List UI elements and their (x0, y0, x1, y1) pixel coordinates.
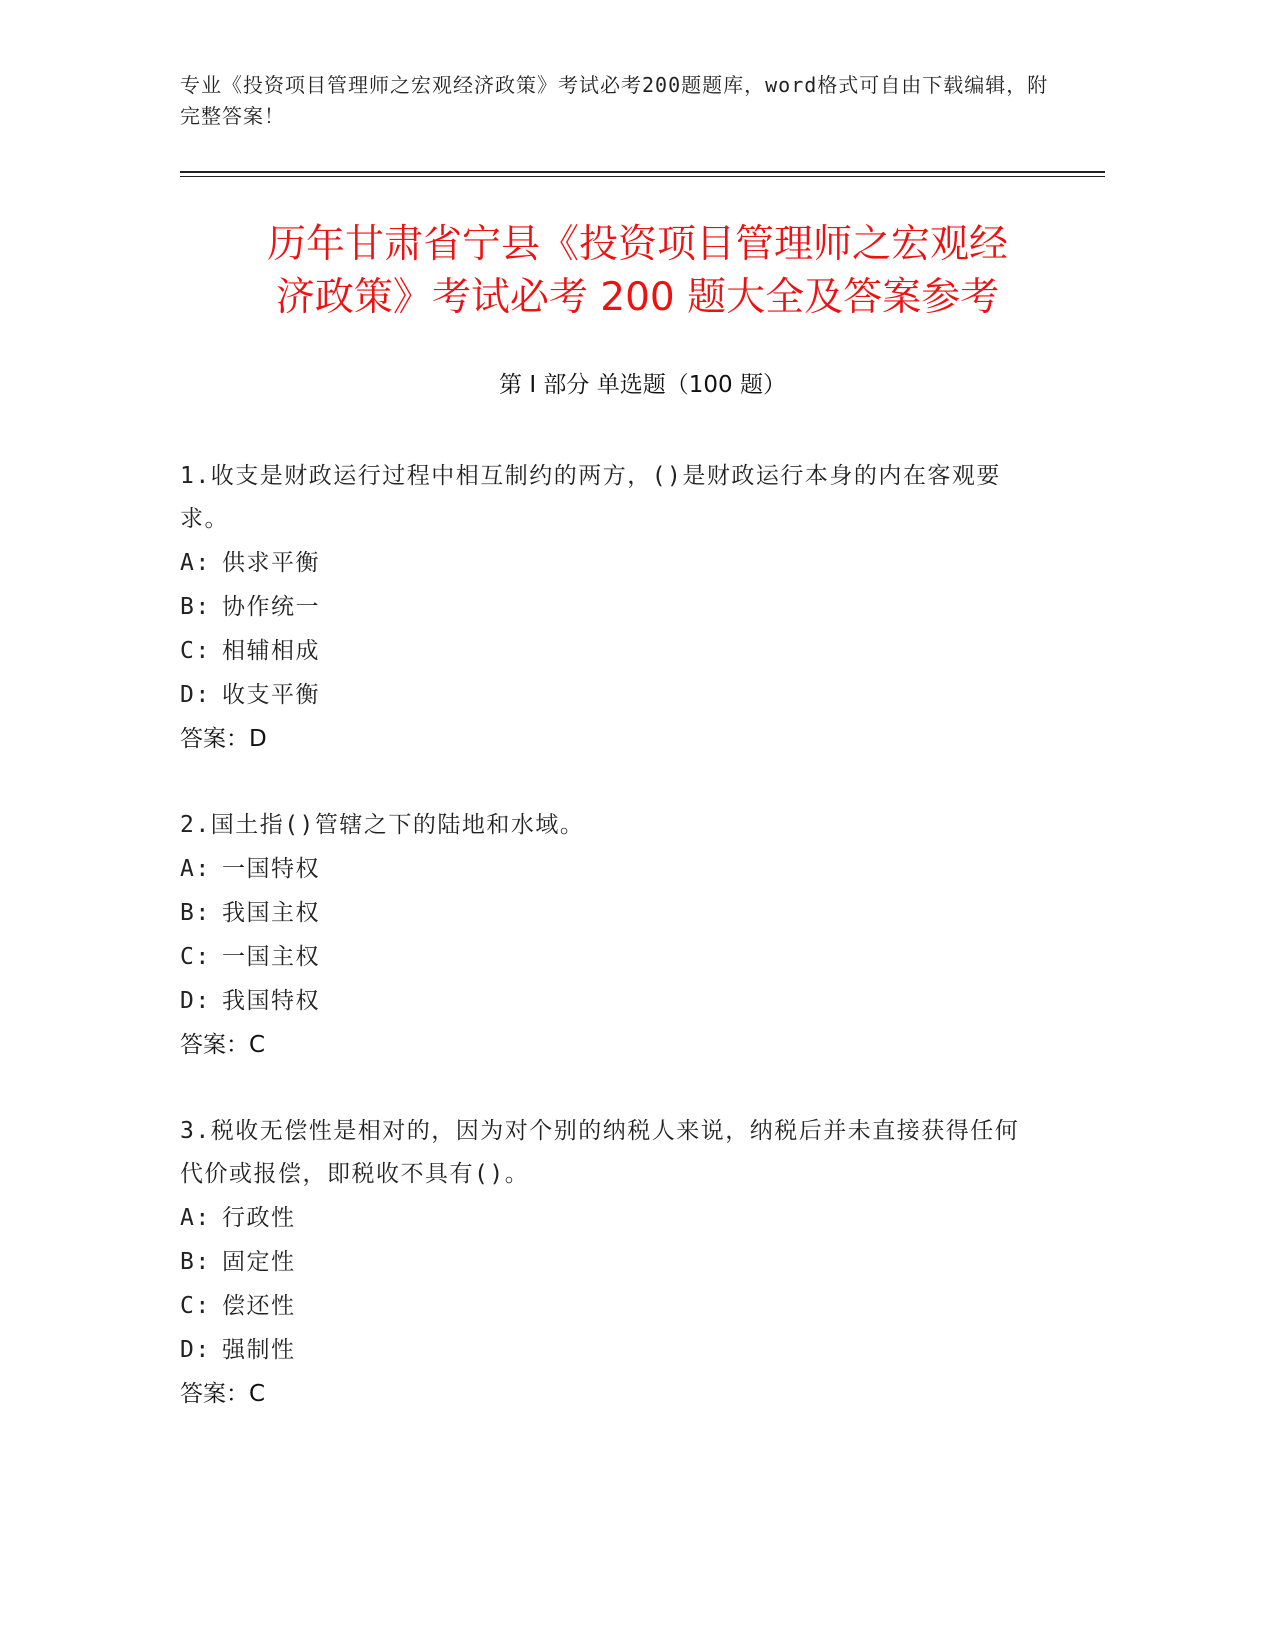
section-heading: 第 I 部分 单选题（100 题） (499, 372, 786, 398)
option-text: 一国特权 (222, 856, 320, 882)
option-text: 收支平衡 (222, 682, 320, 708)
option-d (180, 1328, 1040, 1372)
option-b (180, 1240, 1040, 1284)
document-title (160, 218, 1115, 324)
question-text: 1.收支是财政运行过程中相互制约的两方，()是财政运行本身的内在客观要求。 (180, 463, 1001, 532)
option-b (180, 585, 1040, 629)
header-note: 专业《投资项目管理师之宏观经济政策》考试必考200题题库，word格式可自由下载编辑，附完整答案！ (180, 73, 1049, 128)
question-item (180, 1110, 1040, 1416)
option-text: 我国主权 (222, 900, 320, 926)
option-c (180, 629, 1040, 673)
answer-line: 答案：D (180, 726, 267, 752)
option-text: 偿还性 (222, 1293, 296, 1319)
option-text: 供求平衡 (222, 550, 320, 576)
option-letter: A: (180, 550, 211, 576)
title-line-1: 历年甘肃省宁县《投资项目管理师之宏观经 (266, 222, 1008, 267)
answer-line: 答案：C (180, 1381, 266, 1407)
question-item (180, 455, 1040, 761)
option-text: 一国主权 (222, 944, 320, 970)
option-text: 行政性 (222, 1205, 296, 1231)
option-letter: D: (180, 1337, 211, 1363)
option-letter: A: (180, 1205, 211, 1231)
option-letter: B: (180, 900, 211, 926)
question-item (180, 804, 1040, 1067)
option-a (180, 1196, 1040, 1240)
header-divider-thick (180, 171, 1105, 173)
option-c (180, 1284, 1040, 1328)
answer-line: 答案：C (180, 1032, 266, 1058)
option-b (180, 891, 1040, 935)
option-text: 相辅相成 (222, 638, 320, 664)
option-letter: D: (180, 988, 211, 1014)
title-line-2: 济政策》考试必考 200 题大全及答案参考 (275, 275, 1000, 320)
option-letter: B: (180, 594, 211, 620)
option-d (180, 979, 1040, 1023)
option-letter: C: (180, 944, 211, 970)
option-a (180, 847, 1040, 891)
option-letter: C: (180, 1293, 211, 1319)
question-list (180, 455, 1040, 1459)
question-text: 3.税收无偿性是相对的，因为对个别的纳税人来说，纳税后并未直接获得任何代价或报偿，即税收不具有()。 (180, 1118, 1020, 1187)
option-c (180, 935, 1040, 979)
option-text: 固定性 (222, 1249, 296, 1275)
question-text: 2.国土指()管辖之下的陆地和水域。 (180, 812, 585, 838)
option-a (180, 541, 1040, 585)
option-letter: A: (180, 856, 211, 882)
option-text: 我国特权 (222, 988, 320, 1014)
option-text: 强制性 (222, 1337, 296, 1363)
option-letter: C: (180, 638, 211, 664)
option-letter: D: (180, 682, 211, 708)
header-divider-thin (180, 176, 1105, 177)
option-letter: B: (180, 1249, 211, 1275)
option-text: 协作统一 (222, 594, 320, 620)
option-d (180, 673, 1040, 717)
